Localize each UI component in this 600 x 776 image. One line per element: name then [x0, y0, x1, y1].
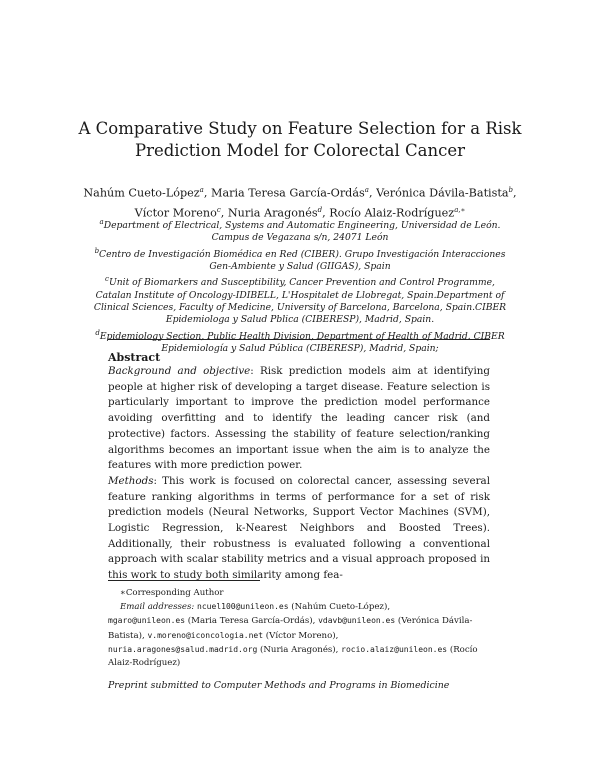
affiliation-item	[92, 245, 508, 274]
affiliation-text: Department of Electrical, Systems and Automatic Engineering, Universidad de León. Campus de Vegazana s/n, 24071 León	[103, 220, 501, 244]
author-name: Maria Teresa García-Ordás	[210, 186, 365, 200]
author-name: Víctor Moreno	[134, 206, 217, 220]
abstract-paragraph	[108, 364, 490, 474]
abstract-body	[108, 364, 490, 584]
email-link[interactable]: ncuel100@unileon.es	[197, 602, 289, 612]
email-link[interactable]: rocio.alaiz@unileon.es	[341, 644, 448, 654]
email-list	[108, 600, 490, 614]
abstract-text: : Risk prediction models aim at identifying people at higher risk of developing a target disease. Feature selection is particularly important to improve the prediction model performance avoiding overfitting and to identify the leading cancer risk (and protective) factors. Assessing the stability of feature selection/ranking algorithms becomes an important issue when the aim is to analyze the features with more prediction power.	[108, 365, 490, 472]
abstract-label: Background and objective	[108, 365, 251, 377]
author-name: Rocío Alaiz-Rodríguez	[329, 206, 455, 220]
affiliation-text: Epidemiology Section, Public Health Division, Department of Health of Madrid. CIBER Epidemiología y Salud Pública (CIBERESP), Madrid, Spain;	[99, 330, 505, 354]
section-divider	[108, 339, 490, 340]
corresponding-author-note: ∗Corresponding Author	[120, 588, 224, 598]
author-affil-mark: b	[508, 186, 514, 194]
email-owner: (Rocío Alaiz-Rodríguez)	[108, 644, 478, 669]
author-list: Nahúm Cueto-López$^a$, Maria Teresa García-Ordás$^a$, Verónica Dávila-Batista$^b$, Víctor Moreno$^c$, Nuria Aragonés$^d$, Rocío Alaiz-Rodríguez$^{a,∗}$	[83, 186, 517, 220]
affiliations	[92, 216, 508, 355]
affiliation-mark: b	[94, 246, 100, 255]
email-link[interactable]: nuria.aragones@salud.madrid.org	[108, 644, 258, 654]
email-owner: (Nuria Aragonés),	[260, 644, 339, 655]
author-affil-mark: a,∗	[454, 205, 466, 214]
affiliation-item	[92, 273, 508, 326]
title-line-2: Prediction Model for Colorectal Cancer	[134, 141, 466, 160]
abstract-label: Methods	[108, 474, 154, 487]
affiliation-item	[92, 216, 508, 245]
email-label: Email addresses:	[120, 602, 195, 613]
author-affil-mark: a	[199, 186, 204, 194]
affiliation-text: Centro de Investigación Biomédica en Red (CIBER). Grupo Investigación Interacciones Gen-Ambiente y Salud (GIIGAS), Spain	[99, 248, 506, 273]
affiliation-mark: c	[105, 275, 109, 284]
email-list-cont	[108, 614, 490, 670]
author-affil-mark: d	[317, 205, 323, 214]
email-link[interactable]: vdavb@unileon.es	[318, 616, 396, 626]
author-affil-mark: a	[364, 186, 369, 194]
preprint-footer: Preprint submitted to Computer Methods and Programs in Biomedicine	[108, 680, 450, 691]
email-owner: (Nahúm Cueto-López),	[291, 602, 391, 613]
email-owner: (Verónica Dávila-Batista),	[108, 616, 473, 641]
author-name: Verónica Dávila-Batista	[376, 186, 509, 200]
paper-title	[60, 118, 540, 162]
footnote	[108, 587, 490, 670]
affiliation-text: Unit of Biomarkers and Susceptibility, Cancer Prevention and Control Programme, Catalan Institute of Oncology-IDIBELL, L'Hospitalet de Llobregat, Spain.Department of Clinical Sciences, Faculty of Medicine, University of Barcelona, Barcelona, Spain.CIBER Epidemiologa y Salud Pblica (CIBERESP), Madrid, Spain.	[93, 277, 507, 326]
author-name: Nuria Aragonés	[227, 206, 318, 220]
abstract-text: : This work is focused on colorectal cancer, assessing several feature ranking algorithms in terms of performance for a set of risk prediction models (Neural Networks, Support Vector Machines (SVM), Logistic Regression, k-Nearest Neighbors and Boosted Trees). Additionally, their robustness is evaluated following a conventional approach with scalar stability metrics and a visual approach proposed in this work to study both similarity among fea-	[108, 474, 490, 582]
email-owner: (Víctor Moreno),	[265, 630, 339, 641]
abstract-paragraph	[108, 474, 490, 584]
footnote-divider	[108, 580, 260, 581]
author-name: Nahúm Cueto-López	[83, 186, 200, 200]
title-line-1: A Comparative Study on Feature Selection for a Risk	[78, 119, 522, 138]
author-affil-mark: c	[216, 205, 221, 214]
email-link[interactable]: v.moreno@iconcologia.net	[147, 630, 264, 640]
email-link[interactable]: mgaro@unileon.es	[108, 616, 186, 626]
affiliation-mark: d	[95, 328, 100, 337]
email-owner: (Maria Teresa García-Ordás),	[187, 616, 316, 627]
affiliation-mark: a	[99, 218, 104, 226]
abstract-heading: Abstract	[108, 351, 161, 364]
